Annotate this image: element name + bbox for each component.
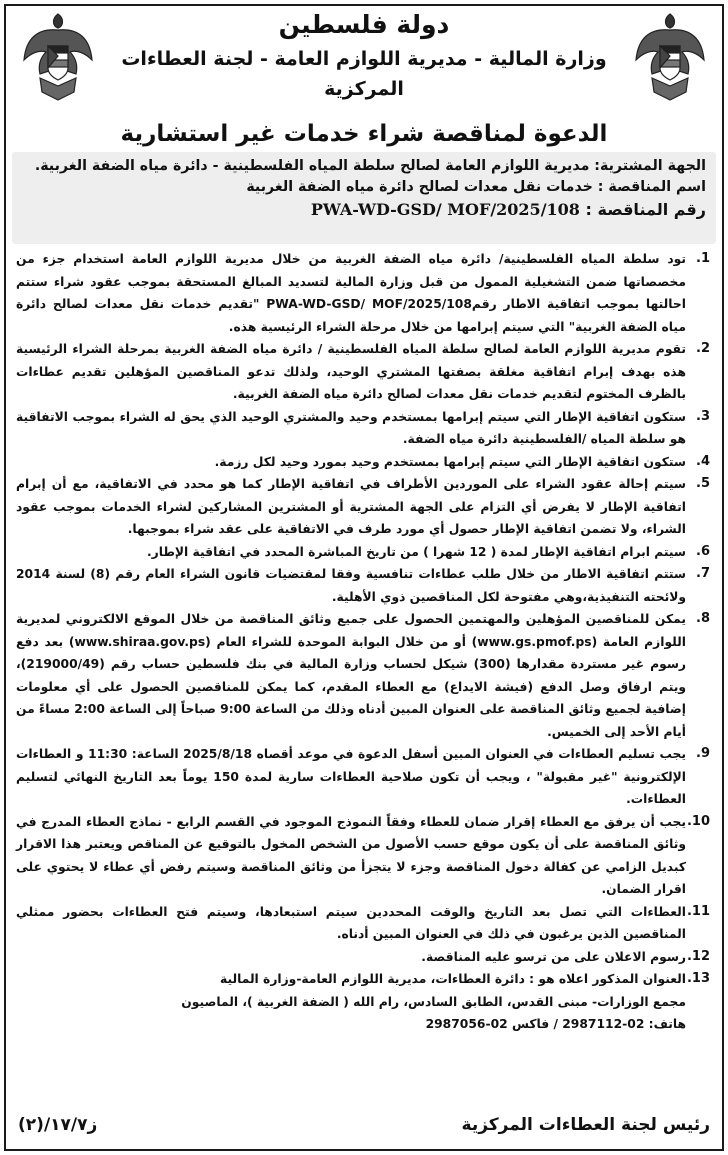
date-code: ز١٧/٧/(٢)	[18, 1115, 98, 1135]
clause-text: ستكون اتفاقية الإطار التي سيتم إبرامها بمستخدم وحيد والمشتري الوحيد الذي يحق له الشراء بموجب الاتفاقية هو سلطة المياه /الفلسطينية دائرة مياه الضفة.	[16, 409, 686, 446]
clause-item	[16, 946, 710, 969]
purchaser-line: الجهة المشترية: مديرية اللوازم العامة لصالح سلطة المياه الفلسطينية - دائرة مياه الضفة الغربية.	[34, 158, 706, 174]
clause-number: 1.	[696, 251, 710, 266]
clause-item	[16, 473, 710, 541]
clause-item	[16, 811, 710, 901]
country-name: دولة فلسطين	[278, 10, 450, 39]
tender-name-line: اسم المناقصة : خدمات نقل معدات لصالح دائرة مياه الضفة الغربية	[246, 179, 706, 195]
tender-number-line	[22, 198, 706, 222]
clause-item	[16, 541, 710, 564]
clause-text: العطاءات التي تصل بعد التاريخ والوقت المحددين سيتم استبعادها، وسيتم فتح العطاءات بحضور ممثلي المناقصين الذين يرغبون في ذلك في العنوان المبين أدناه.	[16, 904, 686, 941]
clause-number: 2.	[696, 341, 710, 356]
clause-text: سيتم إحالة عقود الشراء على الموردين الأطراف في اتفاقية الإطار كما هو محدد في الاتفاقية، مع أن إبرام اتفاقية الإطار لا يفرض أي التزام على الجهة المشترية أو المشترين المشاركين لشراء الخدمات بموجب عقود الشراء، ولا تضمن اتفاقية الإطار حصول أي مورد طرف في الاتفاقية على عقد شراء بموجبها.	[16, 477, 686, 536]
signature-line: رئيس لجنة العطاءات المركزية	[461, 1115, 710, 1135]
tender-number-label: رقم المناقصة :	[585, 200, 706, 219]
tender-clauses-list	[16, 248, 710, 1036]
tender-number: PWA-WD-GSD/ MOF/2025/108	[310, 200, 580, 219]
clause-number: 7.	[696, 566, 710, 581]
palestine-eagle-emblem-left	[18, 8, 98, 108]
clause-number: 12.	[686, 948, 710, 964]
clause-text: العنوان المذكور اعلاه هو : دائرة العطاءات، مديرية اللوازم العامة-وزارة المالية	[219, 972, 686, 986]
clause-number: 5.	[696, 476, 710, 491]
page-title: الدعوة لمناقصة شراء خدمات غير استشارية	[120, 121, 608, 147]
document-header	[110, 10, 618, 150]
clause-item	[16, 968, 710, 1036]
clause-number: 8.	[696, 611, 710, 626]
clause-item	[16, 406, 710, 451]
address-line: مجمع الوزارات- مبنى القدس، الطابق السادس، رام الله ( الضفة الغربية )، الماصيون	[181, 994, 686, 1009]
clause-text: ستتم اتفاقية الاطار من خلال طلب عطاءات تنافسية وفقا لمقتضيات قانون الشراء العام رقم (8) لسنة 2014 ولائحته التنفيذية،وهي مفتوحة لكل المناقصين ذوي الأهلية.	[16, 567, 686, 604]
clause-text: سيتم ابرام اتفاقية الإطار لمدة ( 12 شهرا ) من تاريخ المباشرة المحدد في اتفاقية الإطار.	[146, 544, 686, 559]
clause-number: 4.	[696, 453, 710, 469]
clause-item	[16, 743, 710, 811]
clause-number: 11.	[686, 903, 710, 919]
clause-text: يمكن للمناقصين المؤهلين والمهتمين الحصول على جميع وثائق المناقصة من خلال الموقع الالكتروني لمديرية اللوازم العامة (www.gs.pmof.ps) أو من خلال البوابة الموحدة للشراء العام (www.shiraa.gov.ps) بعد دفع رسوم غير مستردة مقدارها (300) شيكل لحساب وزارة المالية في بنك فلسطين حساب رقم (219000/49)، ويتم ارفاق وصل الدفع (فيشة الايداع) مع العطاء المقدم، كما يمكن للمناقصين الحصول على أي معلومات إضافية لجميع وثائق المناقصة على العنوان المبين أدناه وذلك من الساعة 9:00 صباحاً إلى الساعة 2:00 مساءً من أيام الأحد إلى الخميس.	[16, 612, 686, 739]
clause-number: 10.	[686, 813, 710, 829]
clause-number: 13.	[686, 971, 710, 986]
clause-number: 9.	[696, 746, 710, 761]
address-line: هاتف: 02-2987112 / فاكس 02-2987056	[425, 1017, 686, 1031]
clause-text: رسوم الاعلان على من ترسو عليه المناقصة.	[421, 949, 686, 964]
clause-text: يجب أن يرفق مع العطاء إقرار ضمان للعطاء وفقاً النموذج الموجود في القسم الرابع - نماذج العطاء المدرج في وثائق المناقصة على أن يكون موقع حسب الأصول من الشخص المخول بالتوقيع عن المناقص ويعتبر هذا الاقرار كبديل الزامي عن كفالة دخول المناقصة وجزء لا يتجزأ من وثائق المناقصة وسيتم رفض أي عطاء لا يحتوي على اقرار الضمان.	[16, 814, 686, 896]
clause-item	[16, 248, 710, 338]
clause-item	[16, 901, 710, 946]
clause-item	[16, 338, 710, 406]
clause-text: ستكون اتفاقية الإطار التي سيتم إبرامها بمستخدم وحيد بمورد وحيد لكل رزمة.	[214, 454, 686, 469]
clause-number: 6.	[696, 543, 710, 559]
clause-item	[16, 608, 710, 743]
clause-text: يجب تسليم العطاءات في العنوان المبين أسفل الدعوة في موعد أقصاه 2025/8/18 الساعة: 11:30 و العطاءات الإلكترونية "غير مقبولة" ، ويجب أن تكون صلاحية العطاءات سارية لمدة 150 يوماً بعد التاريخ النهائي لتسليم العطاءات.	[16, 747, 686, 806]
palestine-eagle-emblem-right	[630, 8, 710, 108]
clause-number: 3.	[696, 408, 710, 424]
tender-info-box	[12, 152, 716, 244]
clause-text: تود سلطة المياه الفلسطينية/ دائرة مياه الضفة الغربية من خلال مديرية اللوازم العامة استخدام جزء من مخصصاتها ضمن التشغيلية الممول من قبل وزارة المالية لتسديد المبالغ المستحقة بموجب عقود شراء ستتم احالتها بموجب اتفاقية الاطار رقمPWA-WD-GSD/ MOF/2025/108 "تقديم خدمات نقل معدات لصالح دائرة مياه الضفة الغربية" التي سيتم إبرامها من خلال مرحلة الشراء الرئيسية هذه.	[16, 252, 686, 334]
document-footer	[18, 1113, 710, 1143]
clause-text: تقوم مديرية اللوازم العامة لصالح سلطة المياه الفلسطينية / دائرة مياه الضفة الغربية بمرحلة الشراء الرئيسية هذه بهدف إبرام اتفاقية مغلقة بصفتها المشتري الوحيد، ولذلك تدعو المناقصين المؤهلين تقديم عطاءات بالظرف المختوم لتقديم خدمات نقل معدات لصالح دائرة مياه الضفة الغربية.	[16, 342, 686, 401]
ministry-line: وزارة المالية - مديرية اللوازم العامة - لجنة العطاءات المركزية	[121, 48, 607, 100]
clause-item	[16, 563, 710, 608]
clause-item	[16, 451, 710, 474]
